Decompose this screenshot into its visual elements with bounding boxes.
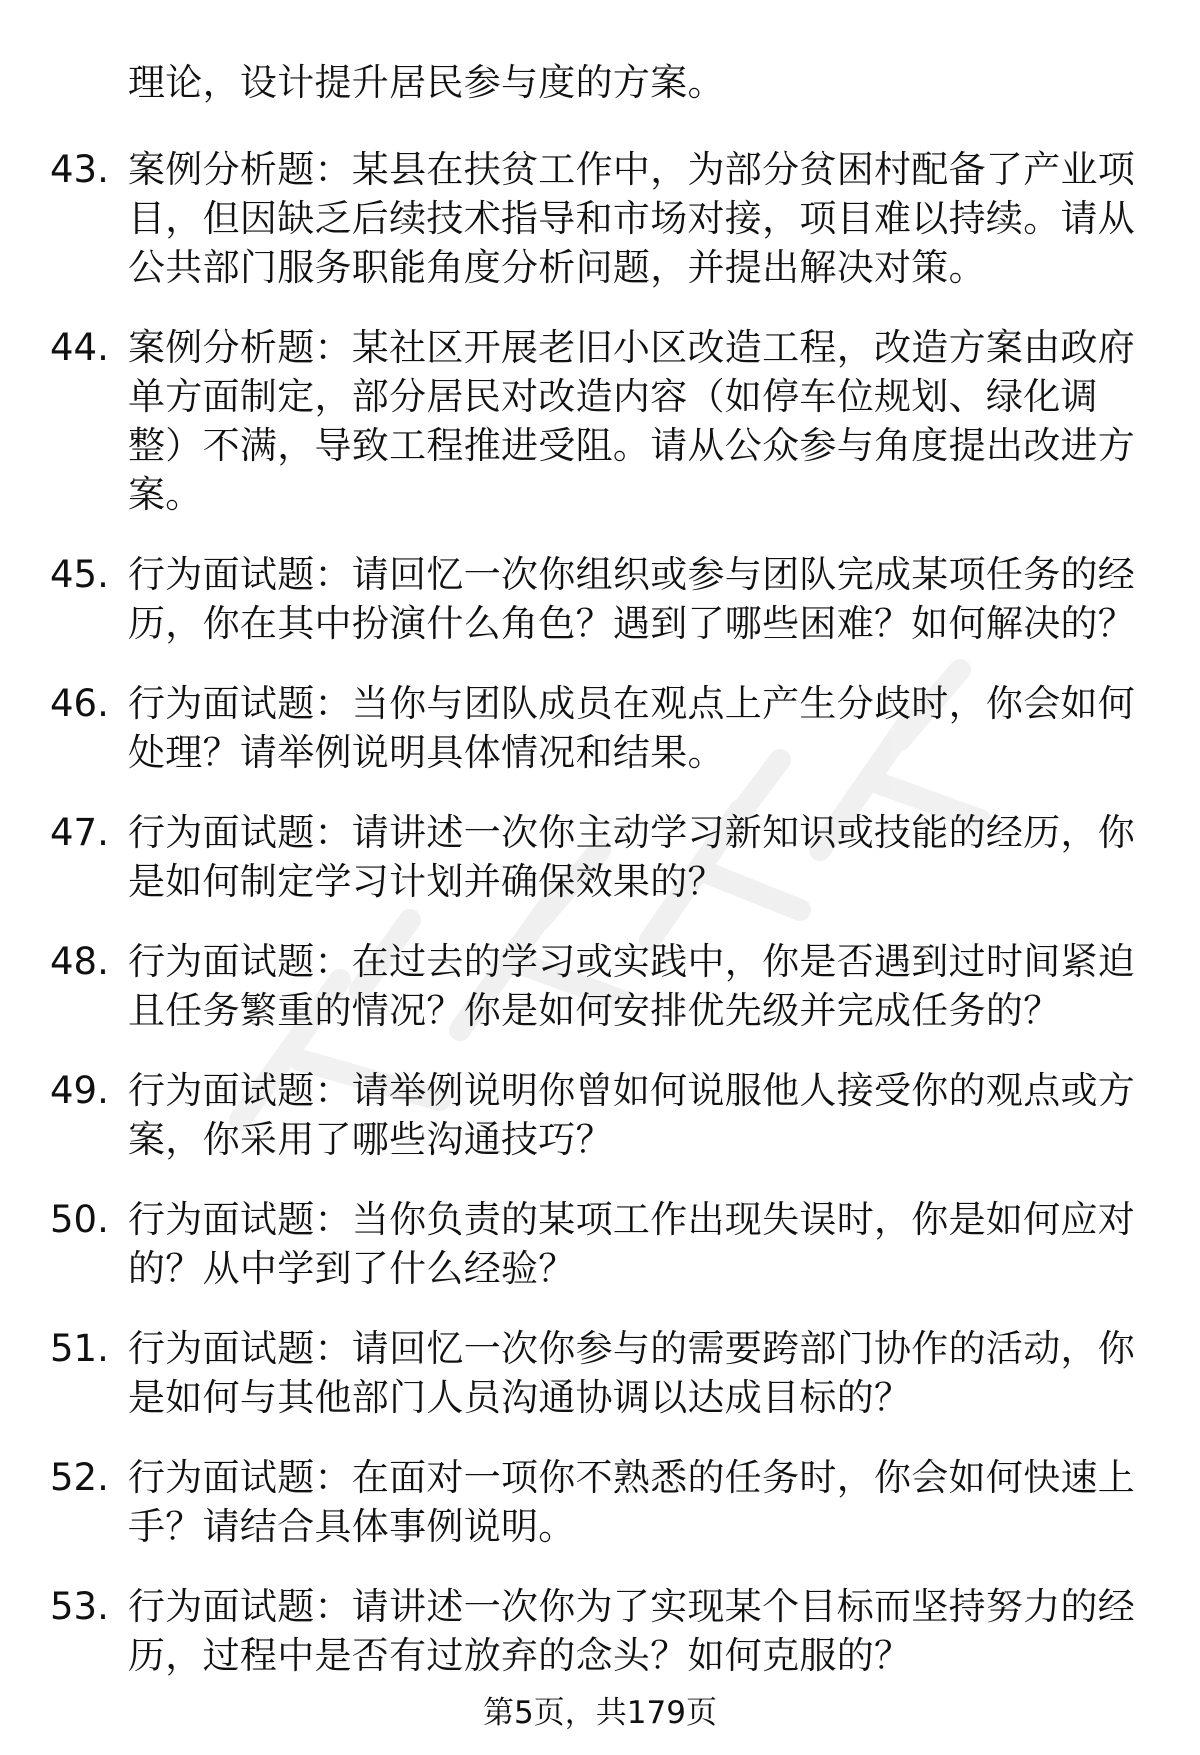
list-item bbox=[0, 145, 1200, 292]
question-number: 50. bbox=[50, 1198, 109, 1241]
list-item bbox=[0, 323, 1200, 519]
question-number: 43. bbox=[50, 148, 109, 191]
question-number: 46. bbox=[50, 682, 109, 725]
question-text: 行为面试题：请回忆一次你组织或参与团队完成某项任务的经历，你在其中扮演什么角色？遇到了哪些困难？如何解决的？ bbox=[128, 553, 1136, 645]
question-number: 49. bbox=[50, 1069, 109, 1112]
page-footer: 第5页，共179页 bbox=[483, 1695, 717, 1731]
list-item bbox=[0, 1324, 1200, 1422]
question-text: 案例分析题：某社区开展老旧小区改造工程，改造方案由政府单方面制定，部分居民对改造内容（如停车位规划、绿化调整）不满，导致工程推进受阻。请从公众参与角度提出改进方案。 bbox=[128, 326, 1136, 516]
question-text: 行为面试题：当你负责的某项工作出现失误时，你是如何应对的？从中学到了什么经验？ bbox=[128, 1198, 1136, 1290]
list-item bbox=[0, 1195, 1200, 1293]
list-item bbox=[0, 1453, 1200, 1551]
list-item bbox=[0, 808, 1200, 906]
list-item bbox=[0, 1066, 1200, 1164]
question-number: 51. bbox=[50, 1327, 109, 1370]
question-text: 案例分析题：某县在扶贫工作中，为部分贫困村配备了产业项目，但因缺乏后续技术指导和市场对接，项目难以持续。请从公共部门服务职能角度分析问题，并提出解决对策。 bbox=[128, 148, 1136, 289]
question-number: 48. bbox=[50, 940, 109, 983]
question-text: 行为面试题：请讲述一次你主动学习新知识或技能的经历，你是如何制定学习计划并确保效果的？ bbox=[128, 811, 1136, 903]
question-number: 52. bbox=[50, 1456, 109, 1499]
continuation-text: 理论，设计提升居民参与度的方案。 bbox=[128, 61, 725, 104]
list-item bbox=[0, 937, 1200, 1035]
list-item bbox=[0, 1582, 1200, 1680]
question-text: 行为面试题：在面对一项你不熟悉的任务时，你会如何快速上手？请结合具体事例说明。 bbox=[128, 1456, 1136, 1548]
list-item bbox=[0, 679, 1200, 777]
question-text: 行为面试题：当你与团队成员在观点上产生分歧时，你会如何处理？请举例说明具体情况和结果。 bbox=[128, 682, 1136, 774]
question-number: 45. bbox=[50, 553, 109, 596]
question-number: 53. bbox=[50, 1585, 109, 1628]
question-text: 行为面试题：在过去的学习或实践中，你是否遇到过时间紧迫且任务繁重的情况？你是如何安排优先级并完成任务的？ bbox=[128, 940, 1136, 1032]
list-item bbox=[0, 550, 1200, 648]
question-number: 47. bbox=[50, 811, 109, 854]
question-text: 行为面试题：请举例说明你曾如何说服他人接受你的观点或方案，你采用了哪些沟通技巧？ bbox=[128, 1069, 1136, 1161]
question-text: 行为面试题：请回忆一次你参与的需要跨部门协作的活动，你是如何与其他部门人员沟通协调以达成目标的？ bbox=[128, 1327, 1136, 1419]
question-text: 行为面试题：请讲述一次你为了实现某个目标而坚持努力的经历，过程中是否有过放弃的念头？如何克服的？ bbox=[128, 1585, 1136, 1677]
question-number: 44. bbox=[50, 326, 109, 369]
question-list bbox=[0, 145, 1200, 1711]
